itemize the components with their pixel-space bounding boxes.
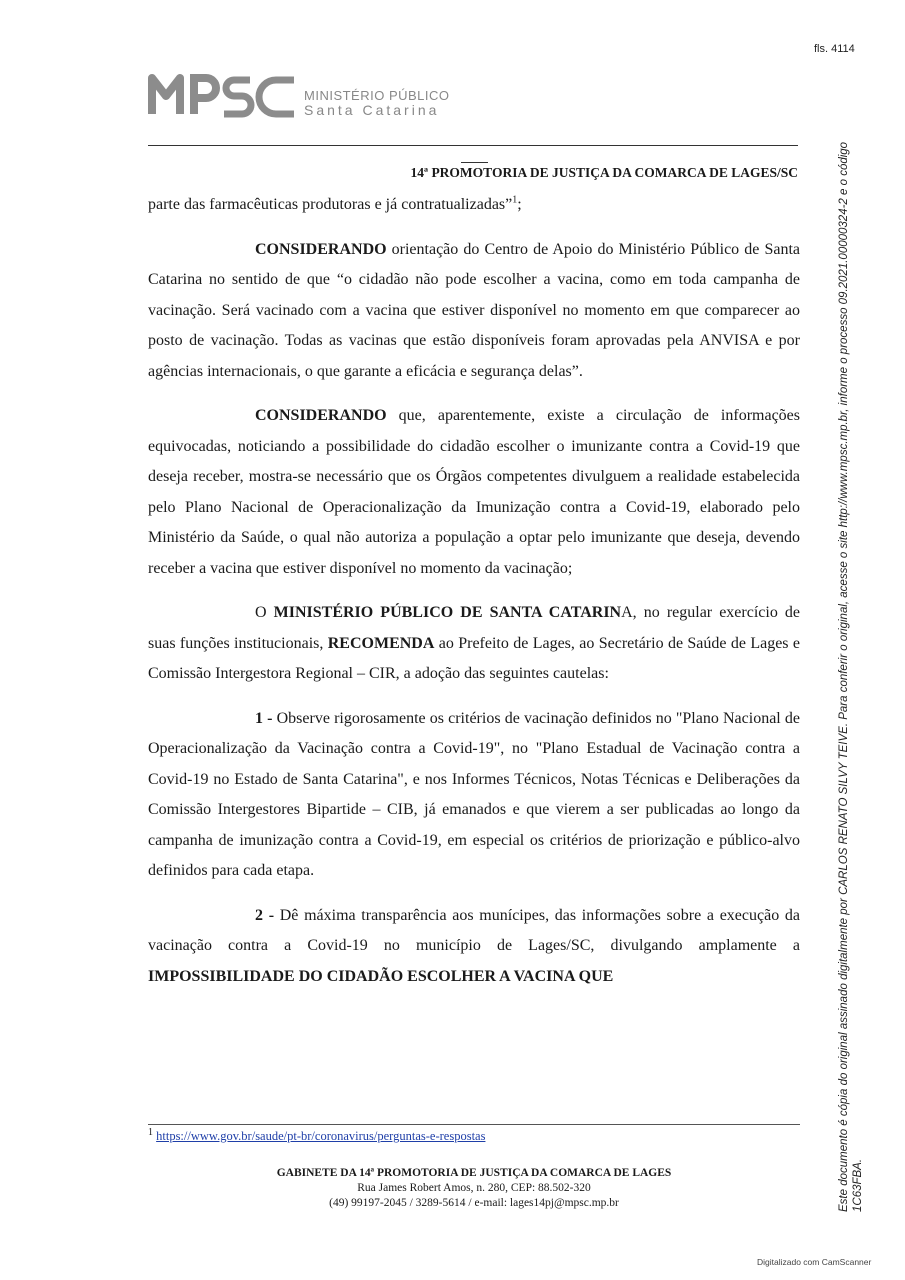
paragraph-text: Observe rigorosamente os critérios de vacinação definidos no "Plano Nacional de Operacionalização da Vacinação contra a Covid-19", no "Plano Estadual de Vacinação contra a Covid-19 no Estado de Santa Catarina", e nos Informes Técnicos, Notas Técnicas e Deliberações da Comissão Intergestores Bipartide – CIB, já emanados e que vierem a ser publicadas ao longo da campanha de imunização contra a Covid-19, em especial os critérios de priorização e público-alvo definidos para cada etapa. [148,709,801,879]
header-title: 14ª PROMOTORIA DE JUSTIÇA DA COMARCA DE LAGES/SC [410,165,798,180]
paragraph-item-2 [148,901,800,993]
paragraph-pre: O [255,604,274,621]
footer-title: GABINETE DA 14ª PROMOTORIA DE JUSTIÇA DA COMARCA DE LAGES [276,1167,672,1179]
paragraph-lead: CONSIDERANDO [255,240,387,258]
paragraph-text: parte das farmacêuticas produtoras e já contratualizadas” [148,196,513,213]
paragraph-considerando-2 [148,401,800,584]
logo-line1: MINISTÉRIO PÚBLICO [304,88,450,104]
logo-line2: Santa Catarina [304,101,440,118]
paragraph-tail: ; [517,196,522,213]
page-footer [148,1166,800,1211]
footnote-number: 1 [148,1126,153,1138]
logo-text [304,89,450,117]
header-rule [148,145,798,146]
footnote-ref: 1 [512,194,518,206]
paragraph-continuation [148,190,800,221]
paragraph-tail: ao Prefeito de Lages, ao Secretário de Saúde de Lages e Comissão Intergestora Regional – CIR, a adoção das seguintes cautelas: [148,634,801,682]
paragraph-text: que, aparentemente, existe a circulação de informações equivocadas, noticiando a possibilidade do cidadão escolher o imunizante contra a Covid-19 que deseja receber, mostra-se necessário que os Órgãos competentes divulguem a realidade estabelecida pelo Plano Nacional de Operacionalização da Imunização contra a Covid-19, elaborado pelo Ministério da Saúde, o qual não autoriza a população a optar pelo imunizante que deseja, devendo receber a vacina que estiver disponível no momento da vacinação; [148,407,800,577]
item-number: 2 - [255,906,275,924]
footer-address: Rua James Robert Amos, n. 280, CEP: 88.502-320 [357,1182,591,1194]
scanner-watermark: Digitalizado com CamScanner [757,1257,872,1267]
paragraph-emphasis: RECOMENDA [327,634,435,652]
paragraph-text: orientação do Centro de Apoio do Ministério Público de Santa Catarina no sentido de que “o cidadão não pode escolher a vacina, como em toda campanha de vacinação. Será vacinado com a vacina que estiver disponível no momento em que comparecer ao posto de vacinação. Todas as vacinas que estão disponíveis foram aprovadas pela ANVISA e por agências internacionais, o que garante a eficácia e segurança delas”. [148,240,800,380]
paragraph-lead: MINISTÉRIO PÚBLICO DE SANTA CATARIN [273,604,622,621]
footer-contact: (49) 99197-2045 / 3289-5614 / e-mail: lages14pj@mpsc.mp.br [329,1197,619,1209]
paragraph-recomenda [148,598,800,690]
digital-signature-note: Este documento é cópia do original assinado digitalmente por CARLOS RENATO SILVY TEIVE. Para conferir o original, acesse o site http://www.mpsc.mp.br, informe o processo 09.2021.00000324-2 e o código 1C63FBA. [838,141,864,1212]
paragraph-emphasis: IMPOSSIBILIDADE DO CIDADÃO ESCOLHER A VACINA QUE [148,967,614,985]
footnote-link[interactable]: https://www.gov.br/saude/pt-br/coronavirus/perguntas-e-respostas [156,1129,486,1143]
footnote [148,1126,486,1144]
document-body [148,190,800,992]
header-short-rule [461,162,488,163]
page-number: fls. 4114 [814,43,855,55]
item-number: 1 - [255,709,273,727]
mpsc-logo-icon [148,70,298,118]
paragraph-lead: CONSIDERANDO [255,407,387,424]
paragraph-considerando-1 [148,235,800,388]
mpsc-logo [148,70,450,127]
logo-mark [148,70,298,127]
paragraph-text: A, no regular exercício de suas funções institucionais, [148,604,800,652]
paragraph-text: Dê máxima transparência aos munícipes, das informações sobre a execução da vacinação contra a Covid-19 no município de Lages/SC, divulgando amplamente a [148,906,801,954]
footnote-rule [148,1124,800,1125]
paragraph-item-1 [148,704,800,887]
